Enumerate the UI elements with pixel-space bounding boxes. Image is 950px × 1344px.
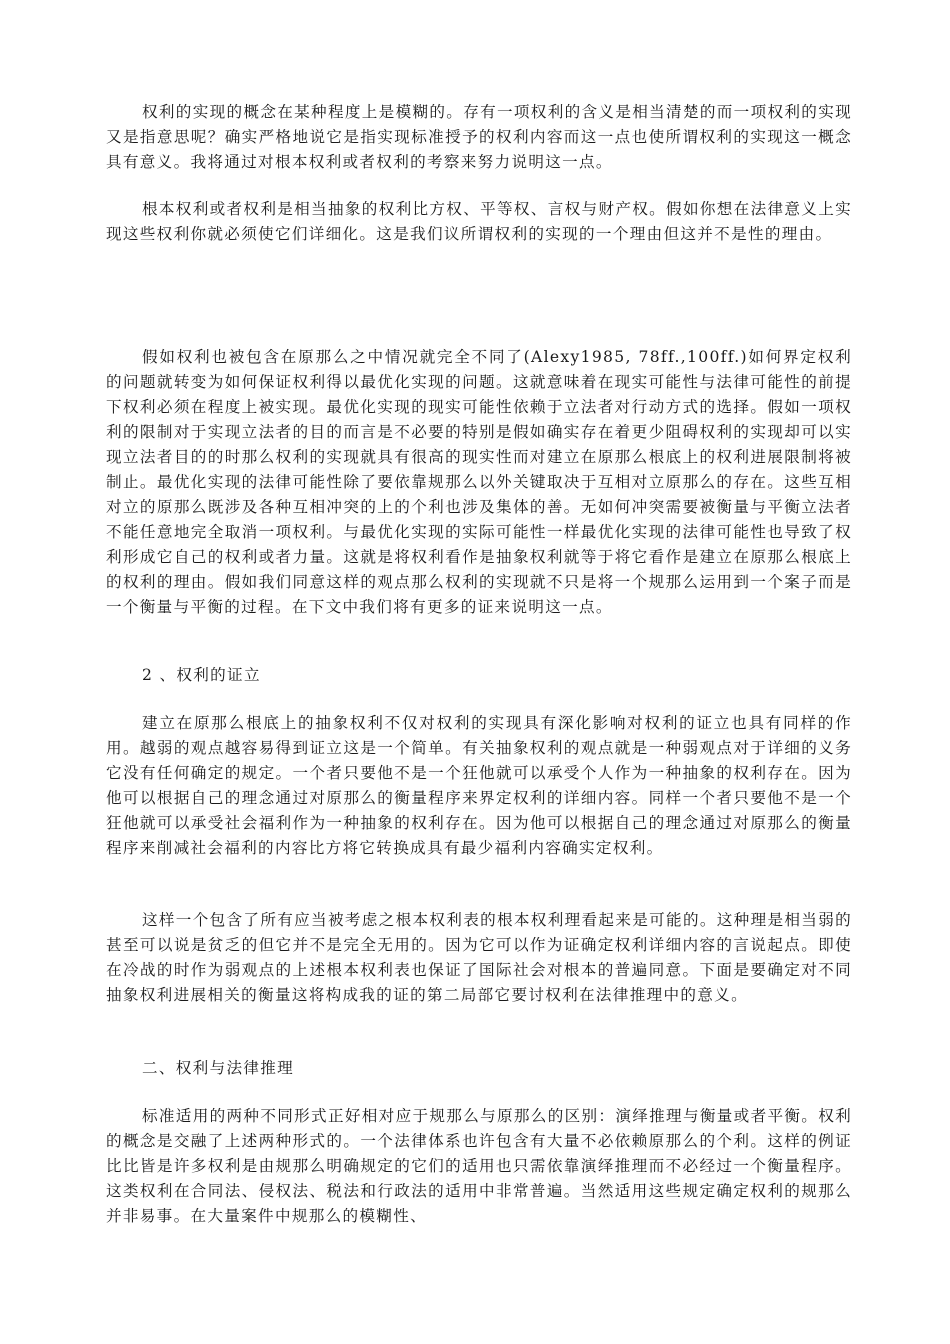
paragraph-6: 标准适用的两种不同形式正好相对应于规那么与原那么的区别：演绎推理与衡量或者平衡。权利的概念是交融了上述两种形式的。一个法律体系也许包含有大量不必依赖原那么的个利。这样的例证比比皆是许多权利是由规那么明确规定的它们的适用也只需依靠演绎推理而不必经过一个衡量程序。这类权利在合同法、侵权法、税法和行政法的适用中非常普遍。当然适用这些规定确定权利的规那么并非易事。在大量案件中规那么的模糊性、	[106, 1107, 852, 1225]
paragraph-2: 根本权利或者权利是相当抽象的权利比方权、平等权、言权与财产权。假如你想在法律意义上实现这些权利你就必须使它们详细化。这是我们议所谓权利的实现的一个理由但这并不是性的理由。	[106, 200, 852, 243]
section-heading-part-two: 二、权利与法律推理	[142, 1059, 295, 1077]
paragraph-1: 权利的实现的概念在某种程度上是模糊的。存有一项权利的含义是相当清楚的而一项权利的实现又是指意思呢？确实严格地说它是指实现标准授予的权利内容而这一点也使所谓权利的实现这一概念具有意义。我将通过对根本权利或者权利的考察来努力说明这一点。	[106, 103, 852, 171]
paragraph-5: 这样一个包含了所有应当被考虑之根本权利表的根本权利理看起来是可能的。这种理是相当弱的甚至可以说是贫乏的但它并不是完全无用的。因为它可以作为证确定权利详细内容的言说起点。即使在冷战的时作为弱观点的上述根本权利表也保证了国际社会对根本的普遍同意。下面是要确定对不同抽象权利进展相关的衡量这将构成我的证的第二局部它要讨权利在法律推理中的意义。	[106, 911, 852, 1004]
paragraph-4: 建立在原那么根底上的抽象权利不仅对权利的实现具有深化影响对权利的证立也具有同样的作用。越弱的观点越容易得到证立这是一个简单。有关抽象权利的观点就是一种弱观点对于详细的义务它没有任何确定的规定。一个者只要他不是一个狂他就可以承受个人作为一种抽象的权利存在。因为他可以根据自己的理念通过对原那么的衡量程序来界定权利的详细内容。同样一个者只要他不是一个狂他就可以承受社会福利作为一种抽象的权利存在。因为他可以根据自己的理念通过对原那么的衡量程序来削减社会福利的内容比方将它转换成具有最少福利内容确实定权利。	[106, 714, 852, 857]
section-heading-2: 2 、权利的证立	[142, 666, 261, 684]
paragraph-3: 假如权利也被包含在原那么之中情况就完全不同了(Alexy1985, 78ff.,100ff.)如何界定权利的问题就转变为如何保证权利得以最优化实现的问题。这就意味着在现实可能性与法律可能性的前提下权利必须在程度上被实现。最优化实现的现实可能性依赖于立法者对行动方式的选择。假如一项权利的限制对于实现立法者的目的而言是不必要的特别是假如确实存在着更少阻碍权利的实现却可以实现立法者目的的时那么权利的实现就具有很高的现实性而对建立在原那么根底上的权利进展限制将被制止。最优化实现的法律可能性除了要依靠规那么以外关键取决于互相对立原那么的存在。这些互相对立的原那么既涉及各种互相冲突的上的个利也涉及集体的善。无如何冲突需要被衡量与平衡立法者不能任意地完全取消一项权利。与最优化实现的实际可能性一样最优化实现的法律可能性也导致了权利形成它自己的权利或者力量。这就是将权利看作是抽象权利就等于将它看作是建立在原那么根底上的权利的理由。假如我们同意这样的观点那么权利的实现就不只是将一个规那么运用到一个案子而是一个衡量与平衡的过程。在下文中我们将有更多的证来说明这一点。	[106, 348, 852, 616]
